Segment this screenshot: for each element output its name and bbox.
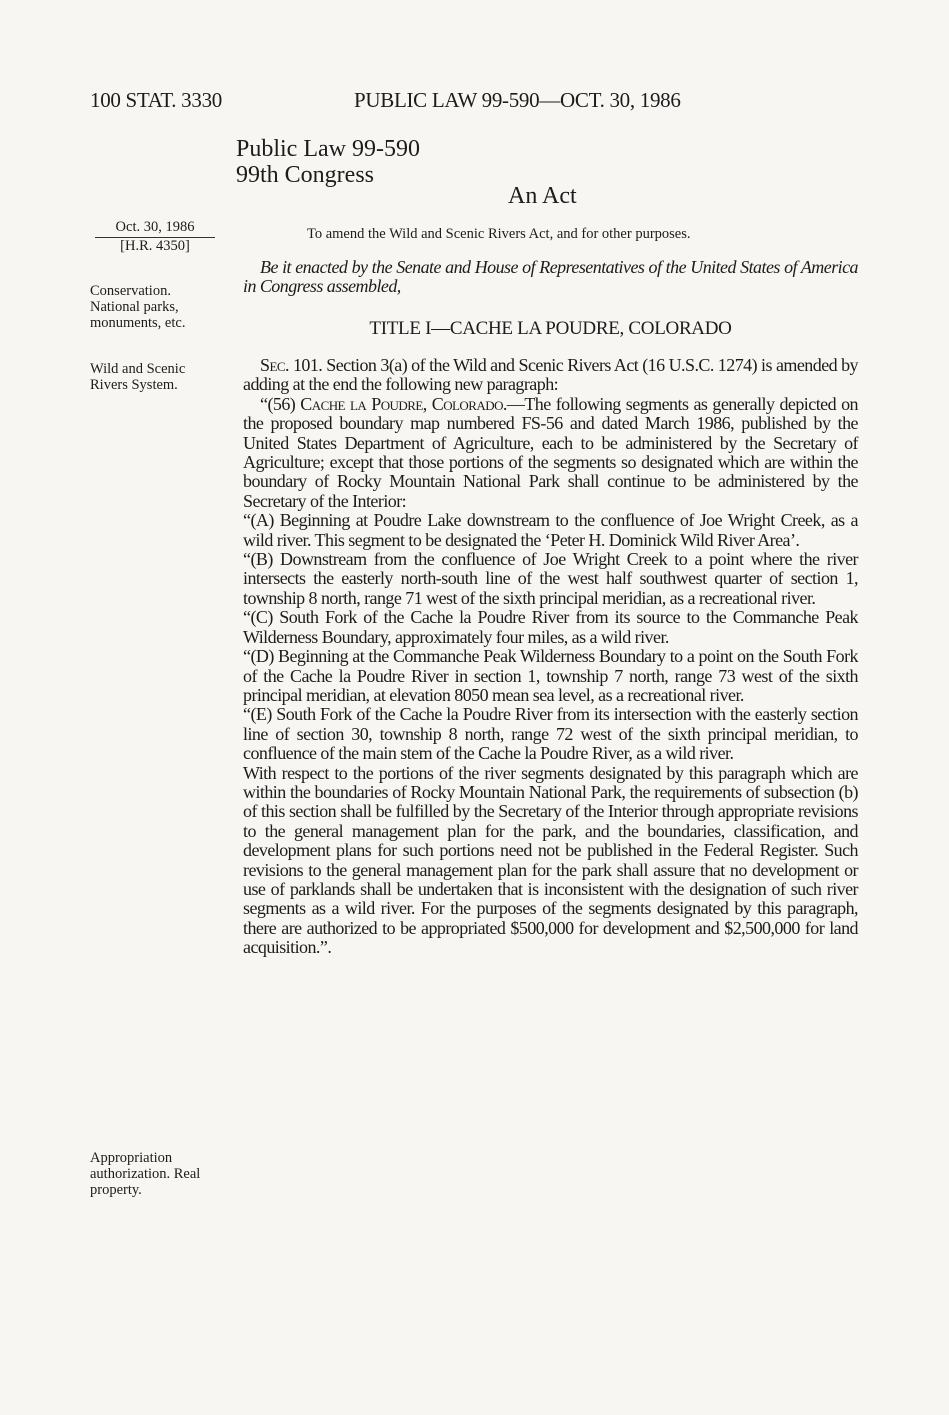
subparagraph-d: “(D) Beginning at the Commanche Peak Wilderness Boundary to a point on the South Fork of the Cache la Poudre River in section 1, township 7 north, range 73 west of the sixth principal meridian, at elevation 8050 mean sea level, as a recreational river. xyxy=(243,646,858,705)
subparagraph-c: “(C) South Fork of the Cache la Poudre River from its source to the Commanche Peak Wilderness Boundary, approximately four miles, as a wild river. xyxy=(243,607,858,647)
enactment-date: Oct. 30, 1986 xyxy=(95,219,215,238)
subparagraph-a: “(A) Beginning at Poudre Lake downstream to the confluence of Joe Wright Creek, as a wild river. This segment to be designated the ‘Peter H. Dominick Wild River Area’. xyxy=(243,510,858,550)
paragraph-number: “(56) xyxy=(260,393,301,414)
paragraph-56 xyxy=(243,395,858,511)
paragraph-heading: Cache la Poudre, Colorado. xyxy=(300,393,507,414)
margin-note-conservation: Conservation. National parks, monuments, etc. xyxy=(90,283,186,331)
congress-label: 99th Congress xyxy=(236,162,374,188)
enactment-date-note xyxy=(95,219,215,255)
enacting-clause: Be it enacted by the Senate and House of Representatives of the United States of America in Congress assembled, xyxy=(243,257,858,297)
purpose-line: To amend the Wild and Scenic Rivers Act, and for other purposes. xyxy=(307,226,691,242)
public-law-number: Public Law 99-590 xyxy=(236,136,420,162)
margin-note-appropriation: Appropriation authorization. Real property. xyxy=(90,1150,201,1198)
paragraph-text: —The following segments as generally depicted on the proposed boundary map numbered FS-56 and dated March 1986, published by the United States Department of Agriculture, each to be administered by the Secretary of Agriculture; except that those portions of the segments so designated which are within the boundary of Rocky Mountain National Park shall continue to be administered by the Secretary of the Interior: xyxy=(243,393,858,511)
act-heading: An Act xyxy=(508,183,577,209)
closing-paragraph: With respect to the portions of the river segments designated by this paragraph which are within the boundaries of Rocky Mountain National Park, the requirements of subsection (b) of this section shall be fulfilled by the Secretary of the Interior through appropriate revisions to the general management plan for the park, and the boundaries, classification, and development plans for such portions need not be published in the Federal Register. Such revisions to the general management plan for the park shall assure that no development or use of parklands shall be undertaken that is inconsistent with the designation of such river segments as a wild river. For the purposes of the segments designated by this paragraph, there are authorized to be appropriated $500,000 for development and $2,500,000 for land acquisition.”. xyxy=(243,762,858,958)
section-label: Sec. xyxy=(260,355,289,375)
subparagraph-e: “(E) South Fork of the Cache la Poudre River from its intersection with the easterly section line of section 30, township 8 north, range 72 west of the sixth principal meridian, to confluence of the main stem of the Cache la Poudre River, as a wild river. xyxy=(243,704,858,764)
running-header: PUBLIC LAW 99-590—OCT. 30, 1986 xyxy=(354,88,681,112)
margin-note-rivers: Wild and Scenic Rivers System. xyxy=(90,361,186,393)
law-heading xyxy=(236,136,420,188)
section-101 xyxy=(243,356,858,958)
title-heading: TITLE I—CACHE LA POUDRE, COLORADO xyxy=(369,318,732,339)
bill-number: [H.R. 4350] xyxy=(120,238,190,254)
statute-page-number: 100 STAT. 3330 xyxy=(90,88,222,112)
section-text: 101. Section 3(a) of the Wild and Scenic Rivers Act (16 U.S.C. 1274) is amended by adding at the end the following new paragraph: xyxy=(243,355,858,395)
section-intro xyxy=(243,356,858,395)
subparagraph-b: “(B) Downstream from the confluence of Joe Wright Creek to a point where the river intersects the easterly north-south line of the west half southwest quarter of section 1, township 8 north, range 71 west of the sixth principal meridian, as a recreational river. xyxy=(243,549,858,608)
